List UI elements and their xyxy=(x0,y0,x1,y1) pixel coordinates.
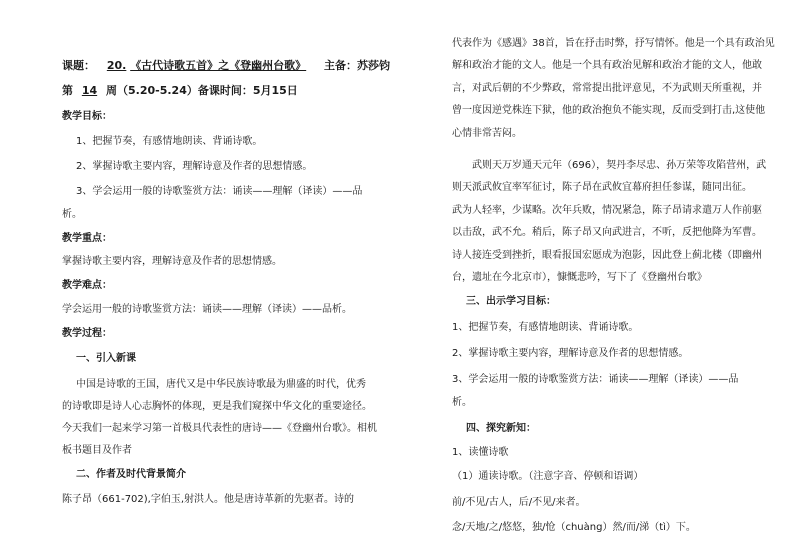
bio-line-3: 言，对武后朝的不少弊政，常常提出批评意见，不为武则天所重视，并 xyxy=(452,83,762,94)
goal-3: 3、学会运用一般的诗歌鉴赏方法：诵读——理解（译读）——品 xyxy=(76,186,363,197)
week-info: 周（5.20-5.24）备课时间：5月15日 xyxy=(106,84,298,97)
goal-1: 1、把握节奏，有感情地朗读、背诵诗歌。 xyxy=(76,136,263,147)
history-line-5: 诗人接连受到挫折，眼看报国宏愿成为泡影，因此登上蓟北楼（即幽州 xyxy=(452,250,762,261)
history-line-6: 台，遗址在今北京市），慷慨悲吟，写下了《登幽州台歌》 xyxy=(452,272,707,283)
bio-line-4: 曾一度因逆党株连下狱，他的政治抱负不能实现，反而受到打击,这使他 xyxy=(452,105,766,116)
sub-heading-1-1: （1）通读诗歌。（注意字音、停顿和语调） xyxy=(452,471,644,482)
difficult-text: 学会运用一般的诗歌鉴赏方法：诵读——理解（译读）——品析。 xyxy=(62,304,352,315)
section3-heading: 三、出示学习目标： xyxy=(466,296,556,307)
bio-line-1: 代表作为《感遇》38首，旨在抒击时弊，抒写情怀。他是一个具有政治见 xyxy=(452,38,775,49)
intro-line-3: 今天我们一起来学习第一首极具代表性的唐诗——《登幽州台歌》。相机 xyxy=(62,423,377,434)
week-number: 14 xyxy=(81,84,98,97)
section1-heading: 一、引入新课 xyxy=(76,353,136,364)
difficult-heading: 教学难点： xyxy=(62,280,112,291)
history-line-4: 以击敌，武不允。稍后，陈子昂又向武进言，不听，反把他降为军曹。 xyxy=(452,227,762,238)
poem-line-2: 念/天地/之/悠悠，独/怆（chuàng）然/而/涕（tì）下。 xyxy=(452,522,696,533)
lesson-header xyxy=(62,57,390,73)
poem-line-1: 前/不见/古人，后/不见/来者。 xyxy=(452,497,586,508)
process-heading: 教学过程： xyxy=(62,328,112,339)
bio-line-2: 解和政治才能的文人。他是一个具有政治见解和政治才能的文人，他敢 xyxy=(452,60,762,71)
right-goal-2: 2、掌握诗歌主要内容，理解诗意及作者的思想情感。 xyxy=(452,348,689,359)
right-goal-3: 3、学会运用一般的诗歌鉴赏方法：诵读——理解（译读）——品 xyxy=(452,374,739,385)
sub-heading-1: 1、读懂诗歌 xyxy=(452,447,509,458)
lesson-number: 20. xyxy=(106,59,127,72)
lesson-label: 课题： xyxy=(62,59,95,72)
goal-2: 2、掌握诗歌主要内容，理解诗意及作者的思想情感。 xyxy=(76,161,313,172)
week-prefix: 第 xyxy=(62,84,73,97)
lesson-title: 《古代诗歌五首》之《登幽州台歌》 xyxy=(130,59,307,72)
goal-3-cont: 析。 xyxy=(62,209,82,220)
key-heading: 教学重点： xyxy=(62,233,112,244)
history-line-3: 武为人轻率，少谋略。次年兵败，情况紧急，陈子昂请求遣万人作前驱 xyxy=(452,205,762,216)
author-line: 陈子昂（661-702),字伯玉,射洪人。他是唐诗革新的先驱者。诗的 xyxy=(62,494,355,505)
right-goal-1: 1、把握节奏，有感情地朗读、背诵诗歌。 xyxy=(452,322,639,333)
bio-line-5: 心情非常苦闷。 xyxy=(452,128,522,139)
week-line xyxy=(62,82,298,98)
goals-heading: 教学目标： xyxy=(62,111,112,122)
history-line-2: 则天派武攸宜率军征讨，陈子昂在武攸宜幕府担任参谋，随同出征。 xyxy=(452,182,752,193)
intro-line-1: 中国是诗歌的王国，唐代又是中华民族诗歌最为鼎盛的时代，优秀 xyxy=(76,379,366,390)
section2-heading: 二、作者及时代背景简介 xyxy=(76,469,186,480)
history-line-1: 武则天万岁通天元年（696），契丹李尽忠、孙万荣等攻陷营州，武 xyxy=(472,160,767,171)
intro-line-2: 的诗歌即是诗人心志胸怀的体现，更是我们窥探中华文化的重要途径。 xyxy=(62,401,372,412)
lesson-editor: 主备：苏莎钧 xyxy=(324,59,391,72)
intro-line-4: 板书题目及作者 xyxy=(62,445,132,456)
right-goal-3-cont: 析。 xyxy=(452,397,472,408)
section4-heading: 四、探究新知： xyxy=(466,423,536,434)
key-text: 掌握诗歌主要内容，理解诗意及作者的思想情感。 xyxy=(62,256,282,267)
